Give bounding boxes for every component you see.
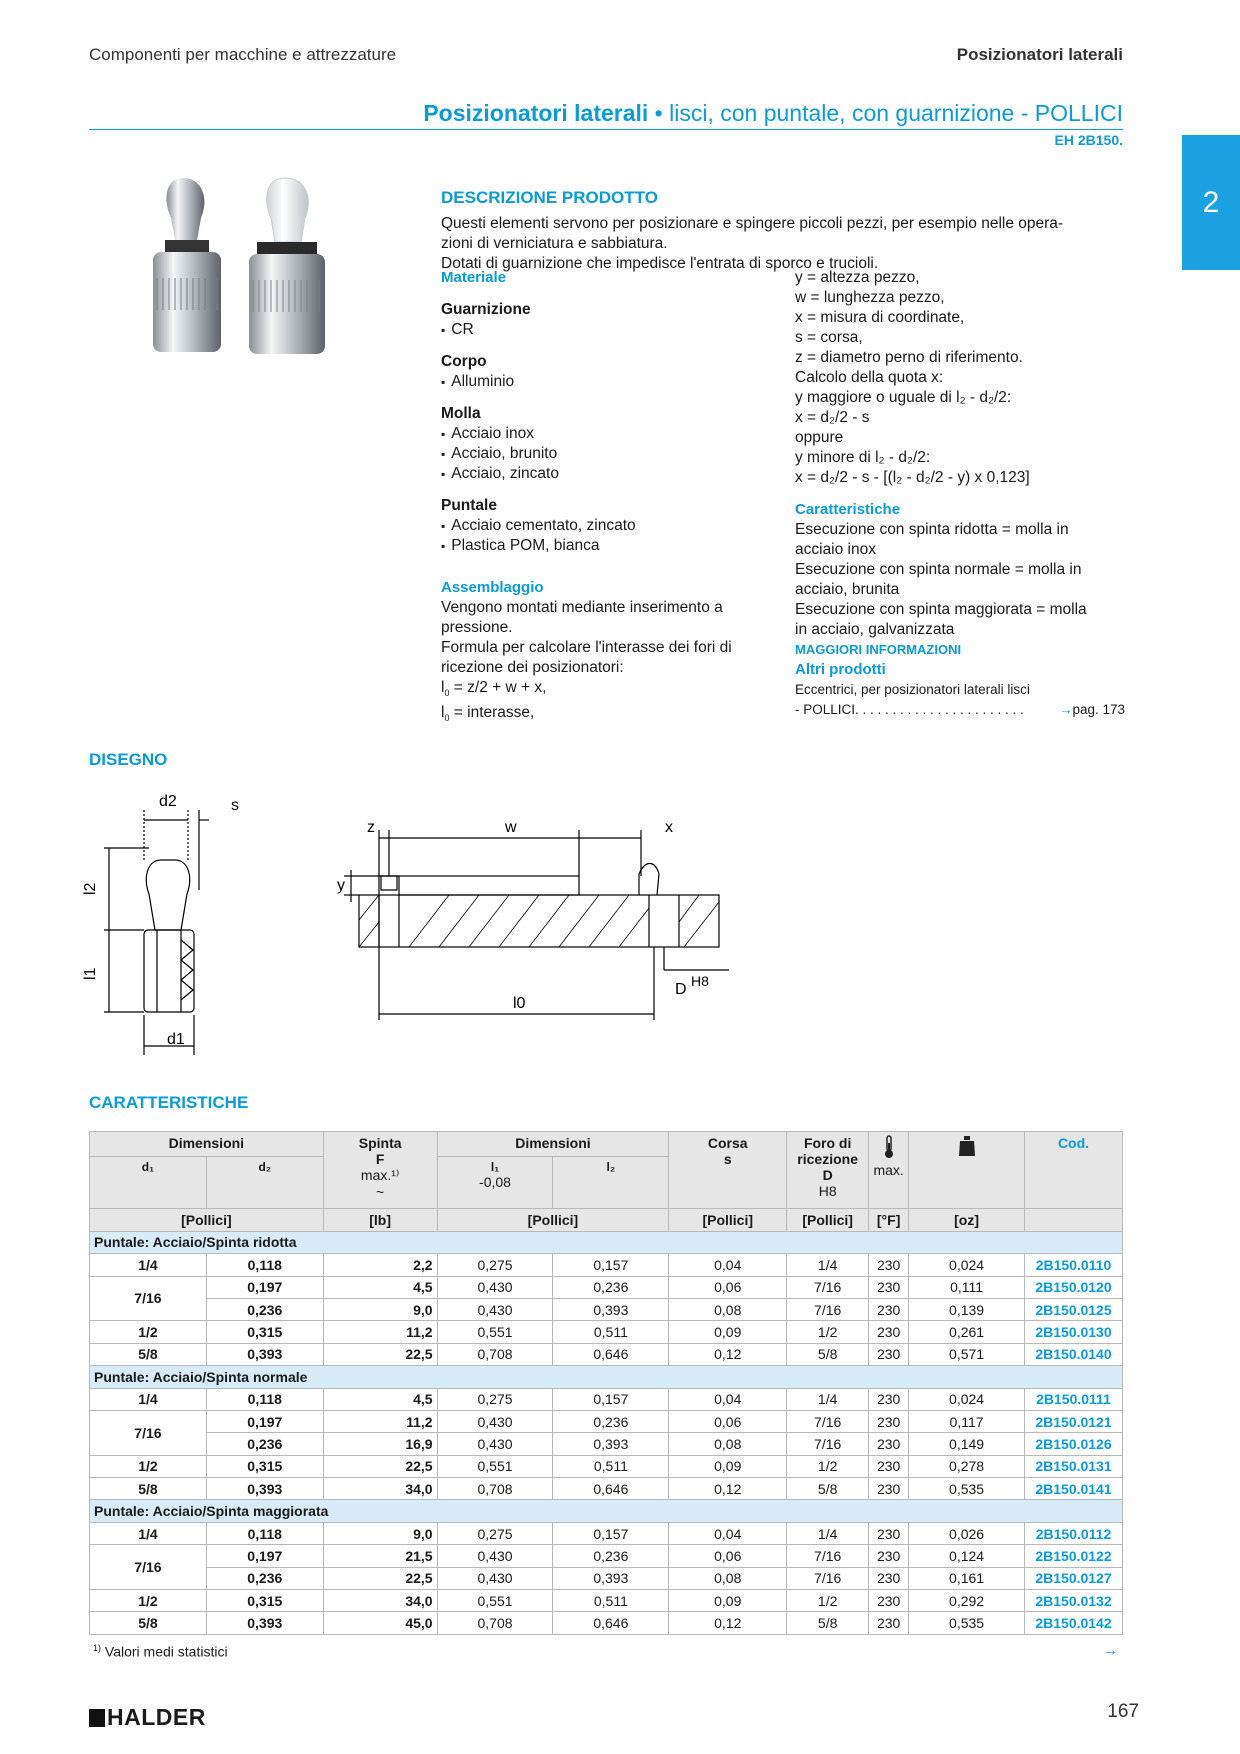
caratteristiche-line: acciaio inox — [795, 541, 876, 558]
cell-corsa: 0,08 — [669, 1433, 787, 1455]
formula-column — [795, 268, 1125, 720]
molla-item: ▪ Acciaio inox — [441, 424, 771, 444]
formula-text: Calcolo della quota x: — [795, 369, 944, 386]
altri-line: Eccentrici, per posizionatori laterali lisci — [795, 682, 1030, 697]
th-dimensioni-text: Dimensioni — [168, 1135, 245, 1151]
th-d1: d₁ — [90, 1157, 207, 1209]
cell-foro: 5/8 — [787, 1612, 869, 1634]
cell-l1: 0,551 — [437, 1590, 553, 1612]
altri-line-2: - POLLICI. . . . . . . . . . . . . . . . . . . . . . . — [795, 702, 1024, 717]
th-spinta-tilde: ~ — [376, 1184, 385, 1200]
cell-code[interactable]: 2B150.0120 — [1024, 1276, 1122, 1298]
th-l1-text: l₁ — [490, 1160, 500, 1175]
group-row — [90, 1366, 1123, 1388]
cell-spinta: 34,0 — [323, 1478, 437, 1500]
label-s: s — [231, 797, 239, 814]
label-H8: H8 — [691, 973, 709, 989]
cell-spinta: 11,2 — [323, 1321, 437, 1343]
th-peso — [909, 1132, 1025, 1209]
spec-table-body — [90, 1231, 1123, 1634]
cell-temp: 230 — [869, 1545, 909, 1567]
group-row — [90, 1500, 1123, 1522]
cell-d1: 1/2 — [90, 1455, 207, 1477]
corpo-title: Corpo — [441, 353, 487, 370]
cell-spinta: 22,5 — [323, 1455, 437, 1477]
cell-temp: 230 — [869, 1410, 909, 1432]
product-photo — [145, 170, 375, 360]
cell-corsa: 0,09 — [669, 1590, 787, 1612]
th-foro-2: ricezione — [797, 1151, 858, 1167]
label-z: z — [367, 819, 375, 836]
thermometer-icon — [882, 1135, 896, 1159]
description-line: Questi elementi servono per posizionare e spingere piccoli pezzi, per esempio nelle opera- — [441, 215, 1064, 232]
cell-l2: 0,393 — [553, 1433, 669, 1455]
cell-peso: 0,278 — [909, 1455, 1025, 1477]
cell-code[interactable]: 2B150.0132 — [1024, 1590, 1122, 1612]
group-title: Puntale: Acciaio/Spinta ridotta — [90, 1231, 1123, 1253]
cell-l1: 0,275 — [437, 1522, 553, 1544]
cell-foro: 7/16 — [787, 1298, 869, 1320]
cell-d1: 7/16 — [90, 1545, 207, 1590]
unit-temp: [°F] — [869, 1209, 909, 1231]
formula-1-text: = z/2 + w + x, — [453, 679, 547, 696]
cell-l1: 0,275 — [437, 1388, 553, 1410]
cell-corsa: 0,09 — [669, 1455, 787, 1477]
th-dimensioni — [90, 1132, 324, 1157]
cell-l2: 0,646 — [553, 1343, 669, 1365]
th-foro-3: D — [822, 1167, 833, 1183]
cell-d1: 7/16 — [90, 1276, 207, 1321]
th-spinta-text: Spinta — [358, 1135, 402, 1151]
cell-l1: 0,430 — [437, 1410, 553, 1432]
unit-peso: [oz] — [909, 1209, 1025, 1231]
molla-title: Molla — [441, 405, 481, 422]
label-l1: l1 — [82, 967, 99, 980]
formula-2-text: = interasse, — [453, 704, 535, 722]
cell-l1: 0,708 — [437, 1343, 553, 1365]
cell-corsa: 0,06 — [669, 1545, 787, 1567]
cell-d1: 7/16 — [90, 1410, 207, 1455]
cell-peso: 0,026 — [909, 1522, 1025, 1544]
cell-corsa: 0,04 — [669, 1522, 787, 1544]
cell-spinta: 34,0 — [323, 1590, 437, 1612]
halder-logo — [89, 1704, 206, 1731]
cell-d2: 0,118 — [206, 1254, 323, 1276]
cell-spinta: 22,5 — [323, 1343, 437, 1365]
cell-foro: 7/16 — [787, 1410, 869, 1432]
cell-l2: 0,157 — [553, 1254, 669, 1276]
table-row — [90, 1545, 1123, 1567]
cell-spinta: 22,5 — [323, 1567, 437, 1589]
cell-peso: 0,024 — [909, 1254, 1025, 1276]
th-foro-4: H8 — [818, 1183, 837, 1199]
cell-d2: 0,393 — [206, 1478, 323, 1500]
cell-l1: 0,430 — [437, 1276, 553, 1298]
cell-spinta: 45,0 — [323, 1612, 437, 1634]
locator-side-view — [104, 810, 209, 1055]
spec-table — [89, 1131, 1123, 1635]
cell-corsa: 0,06 — [669, 1410, 787, 1432]
description-line: Dotati di guarnizione che impedisce l'entrata di sporco e trucioli. — [441, 255, 879, 272]
label-d1: d1 — [167, 1031, 185, 1048]
cell-foro: 1/4 — [787, 1522, 869, 1544]
page-title — [423, 100, 1123, 127]
chapter-tab[interactable]: 2 — [1182, 135, 1240, 270]
cell-temp: 230 — [869, 1590, 909, 1612]
cell-peso: 0,571 — [909, 1343, 1025, 1365]
materiale-heading: Materiale — [441, 269, 507, 286]
cell-l2: 0,393 — [553, 1567, 669, 1589]
th-corsa — [669, 1132, 787, 1209]
cell-peso: 0,111 — [909, 1276, 1025, 1298]
table-row — [90, 1612, 1123, 1634]
th-dimensioni-2-text: Dimensioni — [515, 1135, 591, 1151]
cell-code[interactable]: 2B150.0140 — [1024, 1343, 1122, 1365]
cell-d1: 1/4 — [90, 1254, 207, 1276]
cell-spinta: 16,9 — [323, 1433, 437, 1455]
table-row — [90, 1590, 1123, 1612]
assemblaggio-line: Formula per calcolare l'interasse dei fori di — [441, 639, 732, 656]
puntale-item: ▪ Plastica POM, bianca — [441, 536, 771, 556]
assemblaggio-line: Vengono montati mediante inserimento a — [441, 599, 723, 616]
formula-line-2: $l_0$ = interasse, — [441, 704, 535, 724]
cell-l1: 0,430 — [437, 1298, 553, 1320]
cell-foro: 5/8 — [787, 1343, 869, 1365]
formula-text: x = d₂/2 - s - [(l₂ - d₂/2 - y) x 0,123] — [795, 469, 1030, 486]
label-w: w — [505, 819, 517, 836]
cell-spinta: 2,2 — [323, 1254, 437, 1276]
cell-d2: 0,315 — [206, 1455, 323, 1477]
guarnizione-title: Guarnizione — [441, 301, 531, 318]
cell-corsa: 0,06 — [669, 1276, 787, 1298]
cell-d2: 0,393 — [206, 1343, 323, 1365]
label-y: y — [337, 877, 345, 894]
description-line: zioni di verniciatura e sabbiatura. — [441, 235, 668, 252]
label-D: D — [675, 981, 687, 998]
table-row — [90, 1321, 1123, 1343]
cell-peso: 0,261 — [909, 1321, 1025, 1343]
cell-l2: 0,393 — [553, 1298, 669, 1320]
cell-peso: 0,535 — [909, 1478, 1025, 1500]
table-row — [90, 1455, 1123, 1477]
cell-l2: 0,236 — [553, 1276, 669, 1298]
cell-temp: 230 — [869, 1478, 909, 1500]
th-d2: d₂ — [206, 1157, 323, 1209]
cell-temp: 230 — [869, 1276, 909, 1298]
cell-l1: 0,430 — [437, 1567, 553, 1589]
cell-l1: 0,430 — [437, 1545, 553, 1567]
th-cod — [1024, 1132, 1122, 1209]
cell-l2: 0,157 — [553, 1388, 669, 1410]
logo-mark-icon — [89, 1709, 105, 1727]
technical-drawing — [82, 790, 729, 1070]
table-row — [90, 1567, 1123, 1589]
cell-d1: 5/8 — [90, 1612, 207, 1634]
cell-d1: 5/8 — [90, 1343, 207, 1365]
cell-corsa: 0,08 — [669, 1298, 787, 1320]
cell-l1: 0,275 — [437, 1254, 553, 1276]
footnote-mark: 1) — [93, 1643, 102, 1653]
header-right: Posizionatori laterali — [956, 45, 1123, 64]
cell-corsa: 0,12 — [669, 1478, 787, 1500]
cell-d2: 0,118 — [206, 1522, 323, 1544]
altri-link[interactable] — [795, 700, 1125, 720]
cell-d1: 1/2 — [90, 1321, 207, 1343]
description-heading: DESCRIZIONE PRODOTTO — [441, 188, 658, 207]
cell-temp: 230 — [869, 1522, 909, 1544]
description-block — [441, 188, 1123, 274]
unit-dim2: [Pollici] — [437, 1209, 669, 1231]
cell-spinta: 4,5 — [323, 1276, 437, 1298]
cell-code[interactable]: 2B150.0142 — [1024, 1612, 1122, 1634]
cell-foro: 1/4 — [787, 1388, 869, 1410]
cell-l1: 0,551 — [437, 1455, 553, 1477]
th-foro — [787, 1132, 869, 1209]
cell-l2: 0,236 — [553, 1410, 669, 1432]
th-spinta-max: max.¹⁾ — [360, 1167, 400, 1183]
table-row — [90, 1343, 1123, 1365]
unit-foro: [Pollici] — [787, 1209, 869, 1231]
label-l0: l0 — [513, 995, 526, 1012]
footnote — [93, 1643, 228, 1660]
cell-peso: 0,292 — [909, 1590, 1025, 1612]
puntale-title: Puntale — [441, 497, 497, 514]
unit-spinta: [lb] — [323, 1209, 437, 1231]
cell-d2: 0,118 — [206, 1388, 323, 1410]
cell-d1: 1/4 — [90, 1388, 207, 1410]
cell-spinta: 21,5 — [323, 1545, 437, 1567]
title-rule — [89, 129, 1123, 130]
table-row — [90, 1254, 1123, 1276]
cell-code[interactable]: 2B150.0122 — [1024, 1545, 1122, 1567]
cell-l2: 0,646 — [553, 1478, 669, 1500]
cell-corsa: 0,12 — [669, 1612, 787, 1634]
title-rest: • lisci, con puntale, con guarnizione - POLLICI — [648, 100, 1123, 126]
cell-d1: 1/4 — [90, 1522, 207, 1544]
cell-l2: 0,157 — [553, 1522, 669, 1544]
table-row — [90, 1433, 1123, 1455]
cell-corsa: 0,12 — [669, 1343, 787, 1365]
cell-peso: 0,535 — [909, 1612, 1025, 1634]
cell-d2: 0,315 — [206, 1590, 323, 1612]
weight-icon — [958, 1135, 976, 1157]
cell-code[interactable]: 2B150.0141 — [1024, 1478, 1122, 1500]
next-page-arrow-icon[interactable]: → — [1102, 1642, 1118, 1659]
assemblaggio-line: pressione. — [441, 619, 513, 636]
cell-corsa: 0,09 — [669, 1321, 787, 1343]
th-corsa-text: Corsa — [707, 1135, 748, 1151]
cell-peso: 0,149 — [909, 1433, 1025, 1455]
table-row — [90, 1298, 1123, 1320]
caratteristiche-line: Esecuzione con spinta ridotta = molla in — [795, 521, 1069, 538]
cell-foro: 7/16 — [787, 1567, 869, 1589]
th-corsa-s: s — [723, 1151, 732, 1167]
formula-text: z = diametro perno di riferimento. — [795, 349, 1023, 366]
label-l2: l2 — [82, 882, 99, 895]
cell-foro: 5/8 — [787, 1478, 869, 1500]
formula-text: s = corsa, — [795, 329, 863, 346]
cell-temp: 230 — [869, 1433, 909, 1455]
cell-l2: 0,236 — [553, 1545, 669, 1567]
cell-code[interactable]: 2B150.0110 — [1024, 1254, 1122, 1276]
cell-code[interactable]: 2B150.0130 — [1024, 1321, 1122, 1343]
cell-foro: 1/2 — [787, 1455, 869, 1477]
th-cod-text: Cod. — [1057, 1135, 1090, 1151]
group-row — [90, 1231, 1123, 1253]
plastic-locator-image — [249, 178, 325, 354]
table-row — [90, 1410, 1123, 1432]
cell-code[interactable]: 2B150.0112 — [1024, 1522, 1122, 1544]
header-left: Componenti per macchine e attrezzature — [89, 45, 397, 64]
cell-d2: 0,315 — [206, 1321, 323, 1343]
caratteristiche-line: Esecuzione con spinta normale = molla in — [795, 561, 1082, 578]
cell-code[interactable]: 2B150.0131 — [1024, 1455, 1122, 1477]
label-d2: d2 — [159, 793, 177, 810]
table-row — [90, 1522, 1123, 1544]
cell-temp: 230 — [869, 1298, 909, 1320]
caratteristiche-line: acciaio, brunita — [795, 581, 900, 598]
maggiori-heading: MAGGIORI INFORMAZIONI — [795, 642, 962, 657]
label-x: x — [665, 819, 673, 836]
cell-l1: 0,551 — [437, 1321, 553, 1343]
molla-item: ▪ Acciaio, brunito — [441, 444, 771, 464]
assemblaggio-line: ricezione dei posizionatori: — [441, 659, 624, 676]
caratteristiche-heading: Caratteristiche — [795, 501, 901, 518]
assemblaggio-heading: Assemblaggio — [441, 579, 544, 596]
table-row — [90, 1478, 1123, 1500]
caratteristiche-line: in acciaio, galvanizzata — [795, 621, 955, 638]
cell-d1: 1/2 — [90, 1590, 207, 1612]
th-spinta — [323, 1132, 437, 1209]
cell-temp: 230 — [869, 1388, 909, 1410]
cell-d2: 0,197 — [206, 1545, 323, 1567]
th-spinta-f: F — [375, 1151, 385, 1167]
cell-spinta: 4,5 — [323, 1388, 437, 1410]
cell-foro: 1/2 — [787, 1321, 869, 1343]
caratteristiche-table-heading: CARATTERISTICHE — [89, 1093, 249, 1112]
cell-d1: 5/8 — [90, 1478, 207, 1500]
cell-d2: 0,393 — [206, 1612, 323, 1634]
th-foro-1: Foro di — [803, 1135, 852, 1151]
cell-temp: 230 — [869, 1612, 909, 1634]
cell-corsa: 0,08 — [669, 1567, 787, 1589]
cell-code[interactable]: 2B150.0127 — [1024, 1567, 1122, 1589]
cell-d2: 0,236 — [206, 1433, 323, 1455]
cell-foro: 1/4 — [787, 1254, 869, 1276]
cell-spinta: 11,2 — [323, 1410, 437, 1432]
cell-code[interactable]: 2B150.0111 — [1024, 1388, 1122, 1410]
caratteristiche-line: Esecuzione con spinta maggiorata = molla — [795, 601, 1087, 618]
page-ref: pag. 173 — [1072, 702, 1125, 717]
cell-code[interactable]: 2B150.0126 — [1024, 1433, 1122, 1455]
formula-text: y minore di l₂ - d₂/2: — [795, 449, 931, 466]
th-temp-max: max. — [873, 1162, 904, 1178]
cell-foro: 7/16 — [787, 1545, 869, 1567]
product-code: EH 2B150. — [1054, 132, 1123, 148]
guarnizione-item: ▪ CR — [441, 320, 771, 340]
footnote-text: Valori medi statistici — [104, 1643, 228, 1660]
unit-dim1: [Pollici] — [90, 1209, 324, 1231]
page-number: 167 — [1107, 1701, 1139, 1722]
formula-text: y = altezza pezzo, — [795, 269, 920, 286]
cell-temp: 230 — [869, 1321, 909, 1343]
cell-d2: 0,197 — [206, 1276, 323, 1298]
cell-peso: 0,139 — [909, 1298, 1025, 1320]
cell-corsa: 0,04 — [669, 1254, 787, 1276]
cell-spinta: 9,0 — [323, 1522, 437, 1544]
cell-code[interactable]: 2B150.0125 — [1024, 1298, 1122, 1320]
cell-peso: 0,161 — [909, 1567, 1025, 1589]
cell-d2: 0,236 — [206, 1298, 323, 1320]
molla-item: ▪ Acciaio, zincato — [441, 464, 771, 484]
altri-prodotti-heading: Altri prodotti — [795, 661, 886, 678]
cell-l1: 0,430 — [437, 1433, 553, 1455]
arrow-right-icon: → — [1058, 702, 1073, 717]
group-title: Puntale: Acciaio/Spinta normale — [90, 1366, 1123, 1388]
cell-foro: 1/2 — [787, 1590, 869, 1612]
cell-temp: 230 — [869, 1254, 909, 1276]
cell-d2: 0,197 — [206, 1410, 323, 1432]
table-row — [90, 1388, 1123, 1410]
steel-locator-image — [153, 178, 221, 352]
formula-line-1: $l_0 = z/2 + w + x$, — [441, 679, 547, 699]
cell-l2: 0,646 — [553, 1612, 669, 1634]
disegno-heading: DISEGNO — [89, 750, 168, 769]
title-bold: Posizionatori laterali — [423, 100, 649, 126]
corpo-item: ▪ Alluminio — [441, 372, 771, 392]
cell-l2: 0,511 — [553, 1590, 669, 1612]
cell-foro: 7/16 — [787, 1433, 869, 1455]
formula-text: y maggiore o uguale di l₂ - d₂/2: — [795, 389, 1012, 406]
cell-temp: 230 — [869, 1455, 909, 1477]
assembly-view — [344, 830, 729, 1020]
unit-cod — [1024, 1209, 1122, 1231]
cell-l1: 0,708 — [437, 1478, 553, 1500]
group-title: Puntale: Acciaio/Spinta maggiorata — [90, 1500, 1123, 1522]
cell-peso: 0,117 — [909, 1410, 1025, 1432]
th-l1-tol: -0,08 — [479, 1174, 511, 1191]
formula-text: oppure — [795, 429, 844, 446]
cell-temp: 230 — [869, 1567, 909, 1589]
cell-spinta: 9,0 — [323, 1298, 437, 1320]
th-temperatura — [869, 1132, 909, 1209]
cell-peso: 0,024 — [909, 1388, 1025, 1410]
cell-d2: 0,236 — [206, 1567, 323, 1589]
th-l1 — [437, 1157, 553, 1209]
formula-text: x = misura di coordinate, — [795, 309, 965, 326]
logo-text: HALDER — [107, 1704, 206, 1730]
cell-peso: 0,124 — [909, 1545, 1025, 1567]
cell-l2: 0,511 — [553, 1321, 669, 1343]
unit-corsa: [Pollici] — [669, 1209, 787, 1231]
th-dimensioni-2 — [437, 1132, 669, 1157]
material-column — [441, 268, 771, 728]
formula-text: w = lunghezza pezzo, — [795, 289, 945, 306]
puntale-item: ▪ Acciaio cementato, zincato — [441, 516, 771, 536]
cell-foro: 7/16 — [787, 1276, 869, 1298]
formula-text: x = d₂/2 - s — [795, 409, 870, 426]
cell-l2: 0,511 — [553, 1455, 669, 1477]
cell-code[interactable]: 2B150.0121 — [1024, 1410, 1122, 1432]
th-l2: l₂ — [553, 1157, 669, 1209]
table-row — [90, 1276, 1123, 1298]
cell-temp: 230 — [869, 1343, 909, 1365]
cell-corsa: 0,04 — [669, 1388, 787, 1410]
cell-l1: 0,708 — [437, 1612, 553, 1634]
